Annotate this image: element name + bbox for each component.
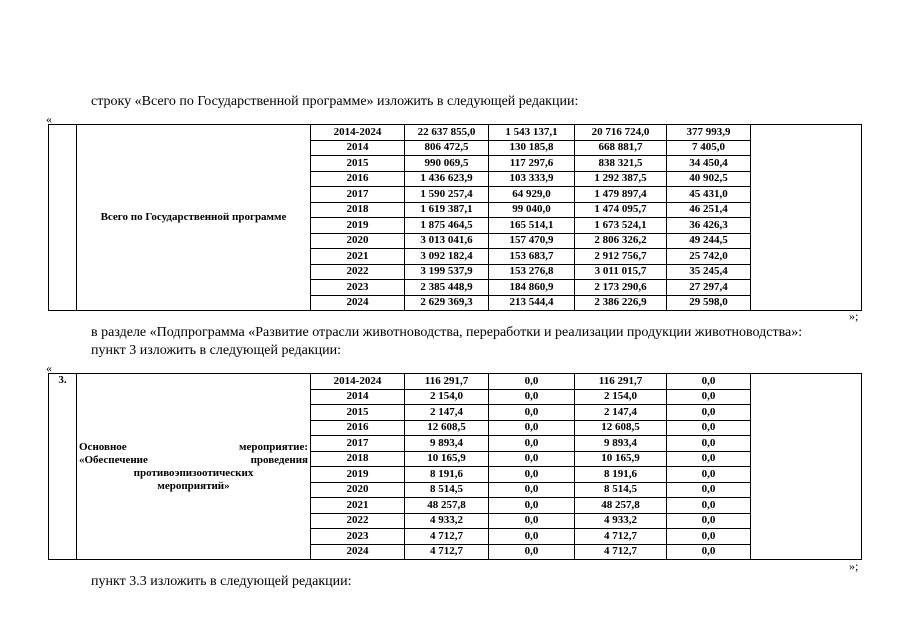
year-cell: 2015 <box>311 156 405 172</box>
value-cell: 12 608,5 <box>405 420 489 436</box>
value-cell: 0,0 <box>667 482 751 498</box>
year-cell: 2017 <box>311 436 405 452</box>
value-cell: 0,0 <box>489 498 575 514</box>
value-cell: 0,0 <box>489 482 575 498</box>
row-label-cell <box>77 374 311 560</box>
desc-part: противоэпизоотических <box>133 466 254 479</box>
value-cell: 46 251,4 <box>667 202 751 218</box>
row-number-cell <box>49 374 77 560</box>
year-cell: 2019 <box>311 218 405 234</box>
value-cell: 48 257,8 <box>405 498 489 514</box>
value-cell: 40 902,5 <box>667 171 751 187</box>
value-cell: 668 881,7 <box>575 140 667 156</box>
value-cell: 0,0 <box>667 513 751 529</box>
value-cell: 4 933,2 <box>575 513 667 529</box>
value-cell: 9 893,4 <box>575 436 667 452</box>
desc-part: проведения <box>250 453 308 466</box>
value-cell: 213 544,4 <box>489 295 575 311</box>
year-cell: 2022 <box>311 264 405 280</box>
value-cell: 35 245,4 <box>667 264 751 280</box>
desc-part: мероприятие: <box>238 440 308 453</box>
paragraph-2: в разделе «Подпрограмма «Развитие отрасли животноводства, переработки и реализации продукции животноводства»: <box>91 325 803 340</box>
value-cell: 0,0 <box>489 436 575 452</box>
table-row <box>49 125 862 141</box>
year-cell: 2014-2024 <box>311 374 405 390</box>
year-cell: 2017 <box>311 187 405 203</box>
value-cell: 2 386 226,9 <box>575 295 667 311</box>
value-cell: 45 431,0 <box>667 187 751 203</box>
row-label-cell <box>77 125 311 311</box>
open-quote-2: « <box>46 361 52 375</box>
value-cell: 4 712,7 <box>405 544 489 560</box>
value-cell: 10 165,9 <box>575 451 667 467</box>
value-cell: 0,0 <box>489 544 575 560</box>
value-cell: 103 333,9 <box>489 171 575 187</box>
year-cell: 2022 <box>311 513 405 529</box>
close-quote-1: »; <box>849 309 859 323</box>
value-cell: 0,0 <box>667 389 751 405</box>
value-cell: 12 608,5 <box>575 420 667 436</box>
year-cell: 2014-2024 <box>311 125 405 141</box>
open-quote-1: « <box>46 112 52 126</box>
value-cell: 7 405,0 <box>667 140 751 156</box>
value-cell: 0,0 <box>489 513 575 529</box>
value-cell: 36 426,3 <box>667 218 751 234</box>
year-cell: 2014 <box>311 140 405 156</box>
paragraph-1: строку «Всего по Государственной программе» изложить в следующей редакции: <box>91 94 579 109</box>
desc-part: «Обеспечение <box>79 453 148 466</box>
value-cell: 2 154,0 <box>575 389 667 405</box>
value-cell: 117 297,6 <box>489 156 575 172</box>
table-row <box>49 374 862 390</box>
value-cell: 0,0 <box>667 374 751 390</box>
close-quote-2: »; <box>849 559 859 573</box>
year-cell: 2020 <box>311 482 405 498</box>
value-cell: 2 147,4 <box>575 405 667 421</box>
value-cell: 1 673 524,1 <box>575 218 667 234</box>
value-cell: 0,0 <box>489 467 575 483</box>
value-cell: 2 912 756,7 <box>575 249 667 265</box>
value-cell: 0,0 <box>667 467 751 483</box>
year-cell: 2024 <box>311 295 405 311</box>
value-cell: 64 929,0 <box>489 187 575 203</box>
value-cell: 1 619 387,1 <box>405 202 489 218</box>
value-cell: 8 191,6 <box>405 467 489 483</box>
value-cell: 1 292 387,5 <box>575 171 667 187</box>
value-cell: 0,0 <box>667 498 751 514</box>
value-cell: 838 321,5 <box>575 156 667 172</box>
value-cell: 34 450,4 <box>667 156 751 172</box>
value-cell: 116 291,7 <box>405 374 489 390</box>
empty-cell <box>751 374 862 560</box>
year-cell: 2018 <box>311 451 405 467</box>
value-cell: 0,0 <box>489 405 575 421</box>
year-cell: 2016 <box>311 420 405 436</box>
value-cell: 0,0 <box>489 529 575 545</box>
year-cell: 2023 <box>311 280 405 296</box>
value-cell: 2 173 290,6 <box>575 280 667 296</box>
value-cell: 27 297,4 <box>667 280 751 296</box>
value-cell: 0,0 <box>667 451 751 467</box>
value-cell: 10 165,9 <box>405 451 489 467</box>
value-cell: 8 514,5 <box>405 482 489 498</box>
value-cell: 0,0 <box>489 389 575 405</box>
year-cell: 2023 <box>311 529 405 545</box>
value-cell: 29 598,0 <box>667 295 751 311</box>
year-cell: 2019 <box>311 467 405 483</box>
value-cell: 2 147,4 <box>405 405 489 421</box>
value-cell: 990 069,5 <box>405 156 489 172</box>
year-cell: 2021 <box>311 498 405 514</box>
value-cell: 4 712,7 <box>575 544 667 560</box>
value-cell: 22 637 855,0 <box>405 125 489 141</box>
value-cell: 116 291,7 <box>575 374 667 390</box>
value-cell: 3 092 182,4 <box>405 249 489 265</box>
paragraph-3: пункт 3 изложить в следующей редакции: <box>91 343 341 358</box>
row-number-cell <box>49 125 77 311</box>
value-cell: 8 514,5 <box>575 482 667 498</box>
desc-part: мероприятий» <box>157 479 230 492</box>
value-cell: 25 742,0 <box>667 249 751 265</box>
value-cell: 0,0 <box>489 451 575 467</box>
value-cell: 0,0 <box>667 405 751 421</box>
value-cell: 153 683,7 <box>489 249 575 265</box>
value-cell: 0,0 <box>667 544 751 560</box>
value-cell: 4 712,7 <box>575 529 667 545</box>
year-cell: 2015 <box>311 405 405 421</box>
value-cell: 0,0 <box>667 436 751 452</box>
empty-cell <box>751 125 862 311</box>
value-cell: 1 875 464,5 <box>405 218 489 234</box>
value-cell: 1 479 897,4 <box>575 187 667 203</box>
value-cell: 130 185,8 <box>489 140 575 156</box>
value-cell: 2 806 326,2 <box>575 233 667 249</box>
year-cell: 2020 <box>311 233 405 249</box>
value-cell: 1 543 137,1 <box>489 125 575 141</box>
value-cell: 0,0 <box>667 529 751 545</box>
desc-part: Основное <box>79 440 127 453</box>
table-total-program <box>48 124 862 311</box>
table-label: Всего по Государственной программе <box>100 211 287 223</box>
value-cell: 48 257,8 <box>575 498 667 514</box>
year-cell: 2016 <box>311 171 405 187</box>
value-cell: 153 276,8 <box>489 264 575 280</box>
value-cell: 4 712,7 <box>405 529 489 545</box>
table-item-3 <box>48 373 862 560</box>
item-number: 3. <box>58 374 67 386</box>
value-cell: 3 013 041,6 <box>405 233 489 249</box>
value-cell: 99 040,0 <box>489 202 575 218</box>
value-cell: 184 860,9 <box>489 280 575 296</box>
paragraph-4: пункт 3.3 изложить в следующей редакции: <box>91 574 352 589</box>
value-cell: 1 436 623,9 <box>405 171 489 187</box>
value-cell: 49 244,5 <box>667 233 751 249</box>
value-cell: 3 011 015,7 <box>575 264 667 280</box>
value-cell: 3 199 537,9 <box>405 264 489 280</box>
value-cell: 20 716 724,0 <box>575 125 667 141</box>
value-cell: 4 933,2 <box>405 513 489 529</box>
value-cell: 9 893,4 <box>405 436 489 452</box>
value-cell: 0,0 <box>667 420 751 436</box>
value-cell: 806 472,5 <box>405 140 489 156</box>
year-cell: 2018 <box>311 202 405 218</box>
value-cell: 2 385 448,9 <box>405 280 489 296</box>
value-cell: 157 470,9 <box>489 233 575 249</box>
year-cell: 2014 <box>311 389 405 405</box>
value-cell: 1 474 095,7 <box>575 202 667 218</box>
value-cell: 2 154,0 <box>405 389 489 405</box>
value-cell: 0,0 <box>489 374 575 390</box>
value-cell: 377 993,9 <box>667 125 751 141</box>
value-cell: 1 590 257,4 <box>405 187 489 203</box>
year-cell: 2024 <box>311 544 405 560</box>
value-cell: 165 514,1 <box>489 218 575 234</box>
value-cell: 2 629 369,3 <box>405 295 489 311</box>
year-cell: 2021 <box>311 249 405 265</box>
value-cell: 8 191,6 <box>575 467 667 483</box>
value-cell: 0,0 <box>489 420 575 436</box>
